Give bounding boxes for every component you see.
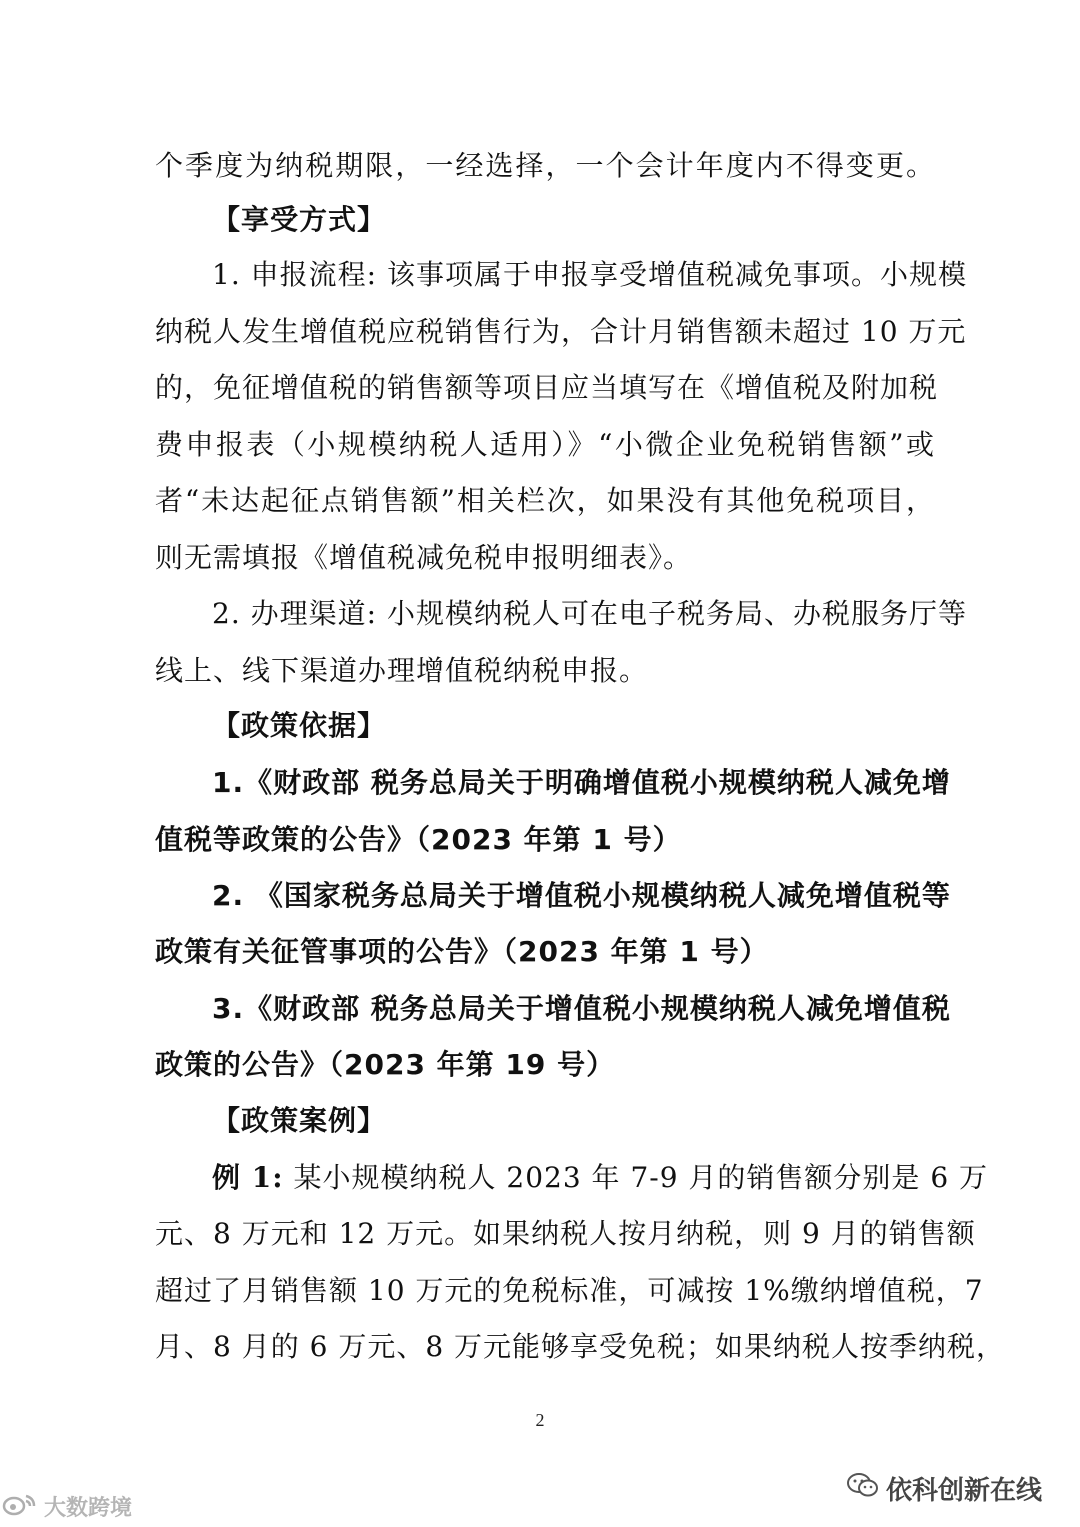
- section-heading-policy-case: 【政策案例】: [212, 1104, 387, 1137]
- body-line: 2. 办理渠道: 小规模纳税人可在电子税务局、办税服务厅等: [212, 597, 967, 630]
- watermark-right-text: 依科创新在线: [885, 1476, 1042, 1506]
- watermark-right: [846, 1470, 1042, 1507]
- example-line: 元、8 万元和 12 万元。如果纳税人按月纳税，则 9 月的销售额: [155, 1217, 976, 1250]
- page-number: 2: [535, 1410, 545, 1430]
- body-line: 者“未达起征点销售额”相关栏次，如果没有其他免税项目，: [155, 484, 935, 517]
- policy-line: 值税等政策的公告》（2023 年第 1 号）: [155, 823, 682, 856]
- watermark-left-text: 大数跨境: [44, 1496, 133, 1521]
- weibo-logo-icon: [2, 1492, 38, 1522]
- watermark-left: [2, 1491, 132, 1522]
- policy-line: 政策有关征管事项的公告》（2023 年第 1 号）: [155, 935, 769, 968]
- wechat-icon: [846, 1471, 880, 1506]
- body-line: 则无需填报《增值税减免税申报明细表》。: [155, 541, 693, 574]
- body-line: 线上、线下渠道办理增值税纳税申报。: [155, 654, 649, 687]
- policy-line: 3.《财政部 税务总局关于增值税小规模纳税人减免增值税: [212, 992, 951, 1025]
- policy-line: 1.《财政部 税务总局关于明确增值税小规模纳税人减免增: [212, 766, 951, 799]
- example-label: 例 1:: [212, 1161, 284, 1194]
- section-heading-enjoy-method: 【享受方式】: [212, 203, 387, 236]
- example-line: 月、8 月的 6 万元、8 万元能够享受免税；如果纳税人按季纳税，: [155, 1330, 1006, 1363]
- policy-line: 政策的公告》（2023 年第 19 号）: [155, 1048, 616, 1081]
- policy-line: 2. 《国家税务总局关于增值税小规模纳税人减免增值税等: [212, 879, 951, 912]
- body-line: 费申报表（小规模纳税人适用）》“小微企业免税销售额”或: [155, 428, 935, 461]
- body-line: 个季度为纳税期限，一经选择，一个会计年度内不得变更。: [155, 149, 935, 182]
- example-line: 超过了月销售额 10 万元的免税标准，可减按 1%缴纳增值税，7: [155, 1274, 984, 1307]
- body-line: 1. 申报流程: 该事项属于申报享受增值税减免事项。小规模: [212, 258, 967, 291]
- example-line: [212, 1158, 989, 1198]
- example-text: 某小规模纳税人 2023 年 7-9 月的销售额分别是 6 万: [283, 1161, 989, 1194]
- section-heading-policy-basis: 【政策依据】: [212, 709, 387, 742]
- body-line: 纳税人发生增值税应税销售行为，合计月销售额未超过 10 万元: [155, 315, 967, 348]
- body-line: 的，免征增值税的销售额等项目应当填写在《增值税及附加税: [155, 371, 939, 404]
